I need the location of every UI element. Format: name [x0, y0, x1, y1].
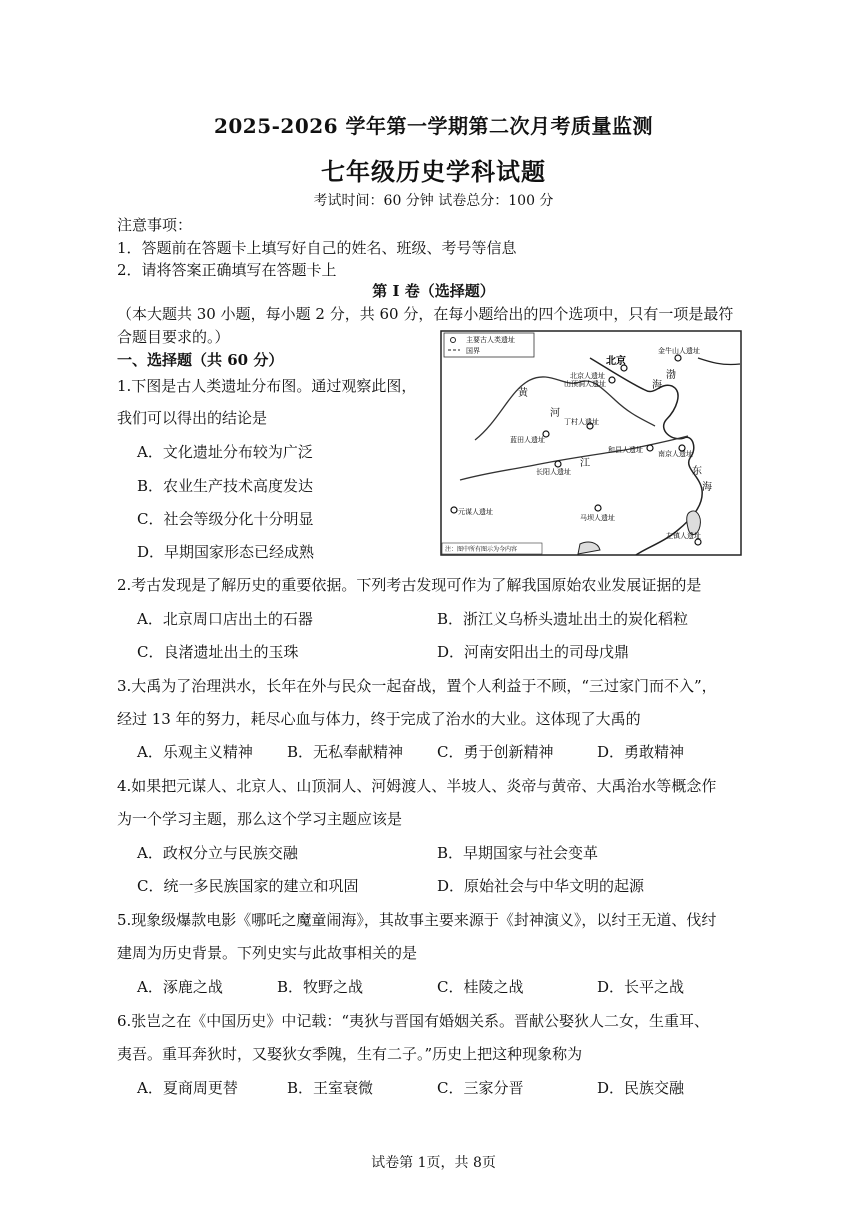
map-label: 马坝人遗址: [580, 514, 615, 522]
option: B．牧野之战: [277, 978, 364, 996]
section-intro-cont: 合题目要求的。）: [117, 328, 230, 346]
option: B．早期国家与社会变革: [437, 844, 599, 862]
option: C．勇于创新精神: [437, 743, 554, 761]
option: D．长平之战: [597, 978, 685, 996]
question-stem: 2.考古发现是了解历史的重要依据。下列考古发现可作为了解我国原始农业发展证据的是: [117, 576, 702, 594]
part-heading: 一、选择题（共 60 分）: [117, 351, 284, 369]
river-label: 黄: [518, 388, 528, 399]
map-label: 和县人遗址: [608, 446, 643, 454]
question-stem: 3.大禹为了治理洪水，长年在外与民众一起奋战，置个人利益于不顾，“三过家门而不入”，: [117, 677, 717, 695]
river-label: 河: [550, 408, 560, 419]
option: D．民族交融: [597, 1079, 685, 1097]
option: D．河南安阳出土的司母戊鼎: [437, 643, 630, 661]
exam-title: 2025-2026 学年第一学期第二次月考质量监测: [213, 114, 654, 138]
option: D．勇敢精神: [597, 743, 685, 761]
sea-label: 海: [652, 380, 662, 391]
option: A．夏商周更替: [137, 1079, 238, 1097]
map-label: 蓝田人遗址: [510, 436, 545, 444]
question-stem: 经过 13 年的努力，耗尽心血与体力，终于完成了治水的大业。这体现了大禹的: [117, 710, 641, 728]
sea-label: 海: [702, 482, 712, 493]
option: D．原始社会与中华文明的起源: [437, 877, 645, 895]
map-label: 山顶洞人遗址: [564, 380, 606, 388]
option: A．政权分立与民族交融: [137, 844, 298, 862]
page-footer: 试卷第 1页，共 8页: [371, 1155, 496, 1171]
question-stem: 为一个学习主题，那么这个学习主题应该是: [117, 810, 403, 828]
map-label: 元谋人遗址: [458, 508, 493, 516]
option: A．乐观主义精神: [137, 743, 253, 761]
question-stem: 建周为历史背景。下列史实与此故事相关的是: [117, 944, 418, 962]
question-stem: 1.下图是古人类遗址分布图。通过观察此图，: [117, 377, 417, 395]
exam-info: 考试时间：60 分钟 试卷总分：100 分: [313, 193, 554, 209]
option: A．涿鹿之战: [137, 978, 223, 996]
question-stem: 4.如果把元谋人、北京人、山顶洞人、河姆渡人、半坡人、炎帝与黄帝、大禹治水等概念作: [117, 777, 717, 795]
option: C．社会等级分化十分明显: [137, 510, 314, 528]
ancient-human-sites-map: [440, 330, 742, 556]
option: C．统一多民族国家的建立和巩固: [137, 877, 359, 895]
map-label: 左镇人遗址: [666, 532, 701, 540]
option: A．文化遗址分布较为广泛: [137, 443, 313, 461]
legend-site-label: 主要古人类遗址: [466, 336, 515, 344]
question-stem: 我们可以得出的结论是: [117, 409, 268, 427]
section-intro: （本大题共 30 小题，每小题 2 分，共 60 分，在每小题给出的四个选项中，只有一项是最符: [117, 305, 734, 323]
notice-heading: 注意事项：: [117, 216, 193, 234]
section-title: 第 I 卷（选择题）: [372, 282, 495, 300]
option: B．农业生产技术高度发达: [137, 477, 314, 495]
map-label: 丁村人遗址: [564, 418, 599, 426]
map-label: 北京人遗址: [570, 372, 605, 380]
legend-border-label: 国界: [466, 347, 480, 355]
option: B．王室衰微: [287, 1079, 374, 1097]
option: C．桂陵之战: [437, 978, 524, 996]
question-stem: 6.张岂之在《中国历史》中记载：“夷狄与晋国有婚姻关系。晋献公娶狄人二女，生重耳、: [117, 1012, 709, 1030]
sea-label: 渤: [666, 370, 676, 381]
question-stem: 夷吾。重耳奔狄时，又娶狄女季隗，生有二子。”历史上把这种现象称为: [117, 1045, 583, 1063]
option: D．早期国家形态已经成熟: [137, 543, 315, 561]
option: C．三家分晋: [437, 1079, 524, 1097]
notice-item: 2．请将答案正确填写在答题卡上: [117, 261, 337, 279]
river-label: 江: [580, 458, 590, 469]
question-stem: 5.现象级爆款电影《哪吒之魔童闹海》，其故事主要来源于《封神演义》，以纣王无道、伐纣: [117, 911, 717, 929]
option: A．北京周口店出土的石器: [137, 610, 313, 628]
option: B．无私奉献精神: [287, 743, 404, 761]
option: B．浙江义乌桥头遗址出土的炭化稻粒: [437, 610, 689, 628]
option: C．良渚遗址出土的玉珠: [137, 643, 299, 661]
map-label: 金牛山人遗址: [658, 347, 700, 355]
map-label: 南京人遗址: [658, 450, 693, 458]
map-note: 注：图中所有图示为今内容: [445, 546, 518, 553]
notice-item: 1．答题前在答题卡上填写好自己的姓名、班级、考号等信息: [117, 239, 517, 257]
map-label: 北京: [606, 356, 626, 367]
map-label: 长阳人遗址: [536, 468, 571, 476]
exam-subject-title: 七年级历史学科试题: [321, 157, 546, 186]
sea-label: 东: [692, 466, 702, 477]
